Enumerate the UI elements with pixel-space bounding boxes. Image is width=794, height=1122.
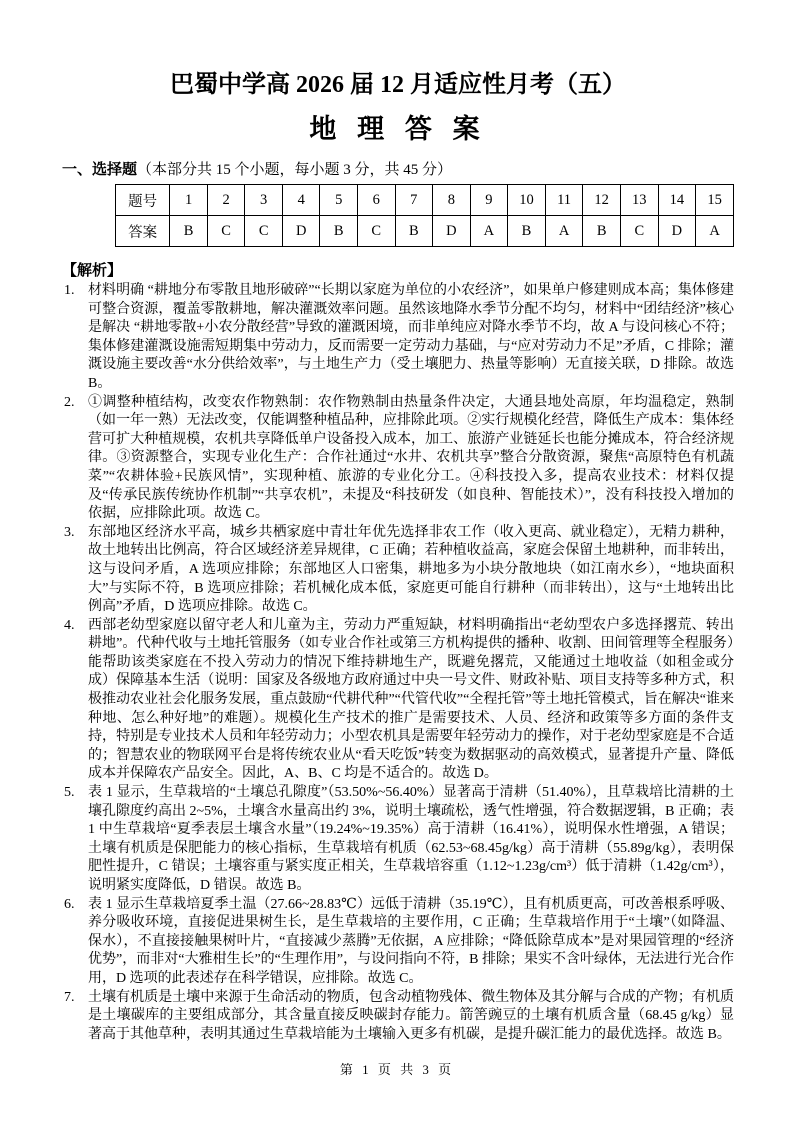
question-number-cell: 4 — [282, 185, 320, 216]
question-number-cell: 6 — [358, 185, 396, 216]
answer-row — [116, 216, 734, 247]
question-number-cell: 15 — [696, 185, 734, 216]
answer-cell: B — [395, 216, 433, 247]
item-text: 表 1 显示，生草栽培的“土壤总孔隙度”（53.50%~56.40%）显著高于清耕（51.40%），且草栽培比清耕的土壤孔隙度约高出 2~5%，土壤含水量高出约 3%，说明土壤疏松，透气性增强，符合数据逻辑，B 正确；表 1 中生草栽培“夏季表层土壤含水量”（19.24%~19.35%）高于清耕（16.41%），说明保水性增强，A 错误；土壤有机质是保肥能力的核心指标，生草栽培有机质（62.53~68.45g/kg）高于清耕（55.89g/kg），表明保肥性提升，C 错误；土壤容重与紧实度正相关，生草栽培容重（1.12~1.23g/cm³）低于清耕（1.42g/cm³），说明紧实度降低，D 错误。故选 B。 — [88, 785, 734, 893]
item-number: 6. — [64, 896, 75, 912]
exam-title: 巴蜀中学高 2026 届 12 月适应性月考（五） — [170, 72, 626, 98]
answer-cell: D — [433, 216, 471, 247]
analysis-item-4 — [62, 617, 734, 784]
item-text: 表 1 显示生草栽培夏季土温（27.66~28.83℃）远低于清耕（35.19℃），且有机质更高，可改善根系呼吸、养分吸收环境，直接促进果树生长，是生草栽培的主要作用，C 正确；生草栽培作用于“土壤”（如降温、保水），不直接接触果树叶片，“直接减少蒸腾”无依据，A 应排除；“降低除草成本”是对果园管理的“经济优势”，而非对“大雅柑生长”的“生理作用”，与设问指向不符，B 排除；果实不含叶绿体，无法进行光合作用，D 选项的此表述存在科学错误，应排除。故选 C。 — [88, 896, 734, 986]
answer-cell: C — [245, 216, 283, 247]
question-number-cell: 2 — [207, 185, 245, 216]
question-number-cell: 12 — [583, 185, 621, 216]
item-number: 2. — [64, 394, 75, 410]
analysis-heading: 【解析】 — [62, 263, 123, 279]
analysis-list — [62, 282, 734, 1044]
question-number-cell: 10 — [508, 185, 546, 216]
item-text: 土壤有机质是土壤中来源于生命活动的物质，包含动植物残体、微生物体及其分解与合成的产物；有机质是土壤碳库的主要组成部分，其含量直接反映碳封存能力。箭筈豌豆的土壤有机质含量（68.45 g/kg）显著高于其他草种，表明其通过生草栽培能为土壤输入更多有机碳，是提升碳汇能力的最优选择。故选 B。 — [88, 989, 734, 1042]
question-number-cell: 13 — [620, 185, 658, 216]
question-number-row — [116, 185, 734, 216]
answer-cell: A — [470, 216, 508, 247]
answer-cell: B — [508, 216, 546, 247]
analysis-item-1 — [62, 282, 734, 394]
answer-cell: A — [545, 216, 583, 247]
item-number: 7. — [64, 989, 75, 1005]
item-number: 3. — [64, 524, 75, 540]
analysis-item-7 — [62, 989, 734, 1045]
answer-table — [115, 184, 734, 247]
answer-cell: D — [282, 216, 320, 247]
answer-cell: C — [358, 216, 396, 247]
choice-section-label: 一、选择题 — [62, 162, 138, 178]
question-number-cell: 8 — [433, 185, 471, 216]
item-text: ①调整种植结构，改变农作物熟制：农作物熟制由热量条件决定，大通县地处高原，年均温稳定，熟制（如一年一熟）无法改变，仅能调整种植品种，应排除此项。②实行规模化经营，降低生产成本：集体经营可扩大种植规模，农机共享降低单户设备投入成本，加工、旅游产业链延长也能分摊成本，符合经济规律。③资源整合，实现专业化生产：合作社通过“水井、农机共享”整合分散资源，聚焦“高原特色有机蔬菜”“农耕体验+民族风情”，实现种植、旅游的专业化分工。④科技投入多，提高农业技术：材料仅提及“传承民族传统协作机制”“共享农机”，未提及“科技研发（如良种、智能技术）”，没有科技投入增加的依据，应排除此项。故选 C。 — [88, 394, 734, 522]
answer-cell: B — [583, 216, 621, 247]
answer-cell: B — [170, 216, 208, 247]
analysis-item-5 — [62, 784, 734, 896]
answer-cell: C — [207, 216, 245, 247]
item-number: 1. — [64, 283, 75, 298]
analysis-item-2 — [62, 394, 734, 524]
answer-cell: C — [620, 216, 658, 247]
choice-section-heading — [62, 158, 734, 179]
question-number-cell: 9 — [470, 185, 508, 216]
page-number: 第 1 页 共 3 页 — [339, 1062, 455, 1077]
answer-header: 答案 — [116, 216, 170, 247]
item-text: 材料明确 “耕地分布零散且地形破碎”“长期以家庭为单位的小农经济”，如果单户修建则成本高；集体修建可整合资源，覆盖零散耕地，解决灌溉效率问题。虽然该地降水季节分配不均匀，材料中“团结经济”核心是解决 “耕地零散+小农分散经营”导致的灌溉困境，而非单纯应对降水季节不均，故 A 与设问核心不符；集体修建灌溉设施需短期集中劳动力，反而需要一定劳动力基础，与“应对劳动力不足”矛盾，C 排除；灌溉设施主要改善“水分供给效率”，与土地生产力（受土壤肥力、热量等影响）无直接关联，D 排除。故选 B。 — [88, 283, 734, 391]
answer-cell: D — [658, 216, 696, 247]
item-number: 4. — [64, 617, 75, 633]
analysis-item-6 — [62, 896, 734, 989]
question-number-cell: 7 — [395, 185, 433, 216]
choice-section-description: （本部分共 15 个小题，每小题 3 分，共 45 分） — [137, 162, 453, 178]
item-text: 西部老幼型家庭以留守老人和儿童为主，劳动力严重短缺，材料明确指出“老幼型农户多选择撂荒、转出耕地”。代种代收与土地托管服务（如专业合作社或第三方机构提供的播种、收割、田间管理等全程服务）能帮助该类家庭在不投入劳动力的情况下维持耕地生产，既避免撂荒，又能通过土地收益（如租金或分成）保障基本生活（说明：国家及各级地方政府通过中央一号文件、财政补贴、项目支持等多种方式，积极推动农业社会化服务发展，重点鼓励“代耕代种”“代管代收”“全程托管”等土地托管模式，旨在解决“谁来种地、怎么种好地”的难题）。规模化生产技术的推广是需要技术、人员、经济和政策等多方面的条件支持，特别是专业技术人员和年轻劳动力；小型农机具是需要年轻劳动力的操作，对于老幼型家庭是不合适的；智慧农业的物联网平台是将传统农业从“看天吃饭”转变为数据驱动的高效模式，显著提升产量、降低成本并保障农产品安全。因此，A、B、C 均是不适合的。故选 D。 — [88, 617, 734, 782]
question-number-cell: 14 — [658, 185, 696, 216]
answer-cell: A — [696, 216, 734, 247]
question-number-cell: 11 — [545, 185, 583, 216]
answer-cell: B — [320, 216, 358, 247]
question-number-cell: 1 — [170, 185, 208, 216]
subject-title: 地 理 答 案 — [309, 114, 487, 144]
question-number-header: 题号 — [116, 185, 170, 216]
item-number: 5. — [64, 785, 75, 801]
question-number-cell: 3 — [245, 185, 283, 216]
question-number-cell: 5 — [320, 185, 358, 216]
item-text: 东部地区经济水平高，城乡共栖家庭中青壮年优先选择非农工作（收入更高、就业稳定），无精力耕种，故土地转出比例高，符合区域经济差异规律，C 正确；若种植收益高，家庭会保留土地耕种，而非转出，这与设问矛盾，A 选项应排除；东部地区人口密集，耕地多为小块分散地块（如江南水乡），“地块面积大”与实际不符，B 选项应排除；若机械化成本低，家庭更可能自行耕种（而非转出），这与“土地转出比例高”矛盾，D 选项应排除。故选 C。 — [88, 524, 734, 615]
analysis-item-3 — [62, 524, 734, 617]
